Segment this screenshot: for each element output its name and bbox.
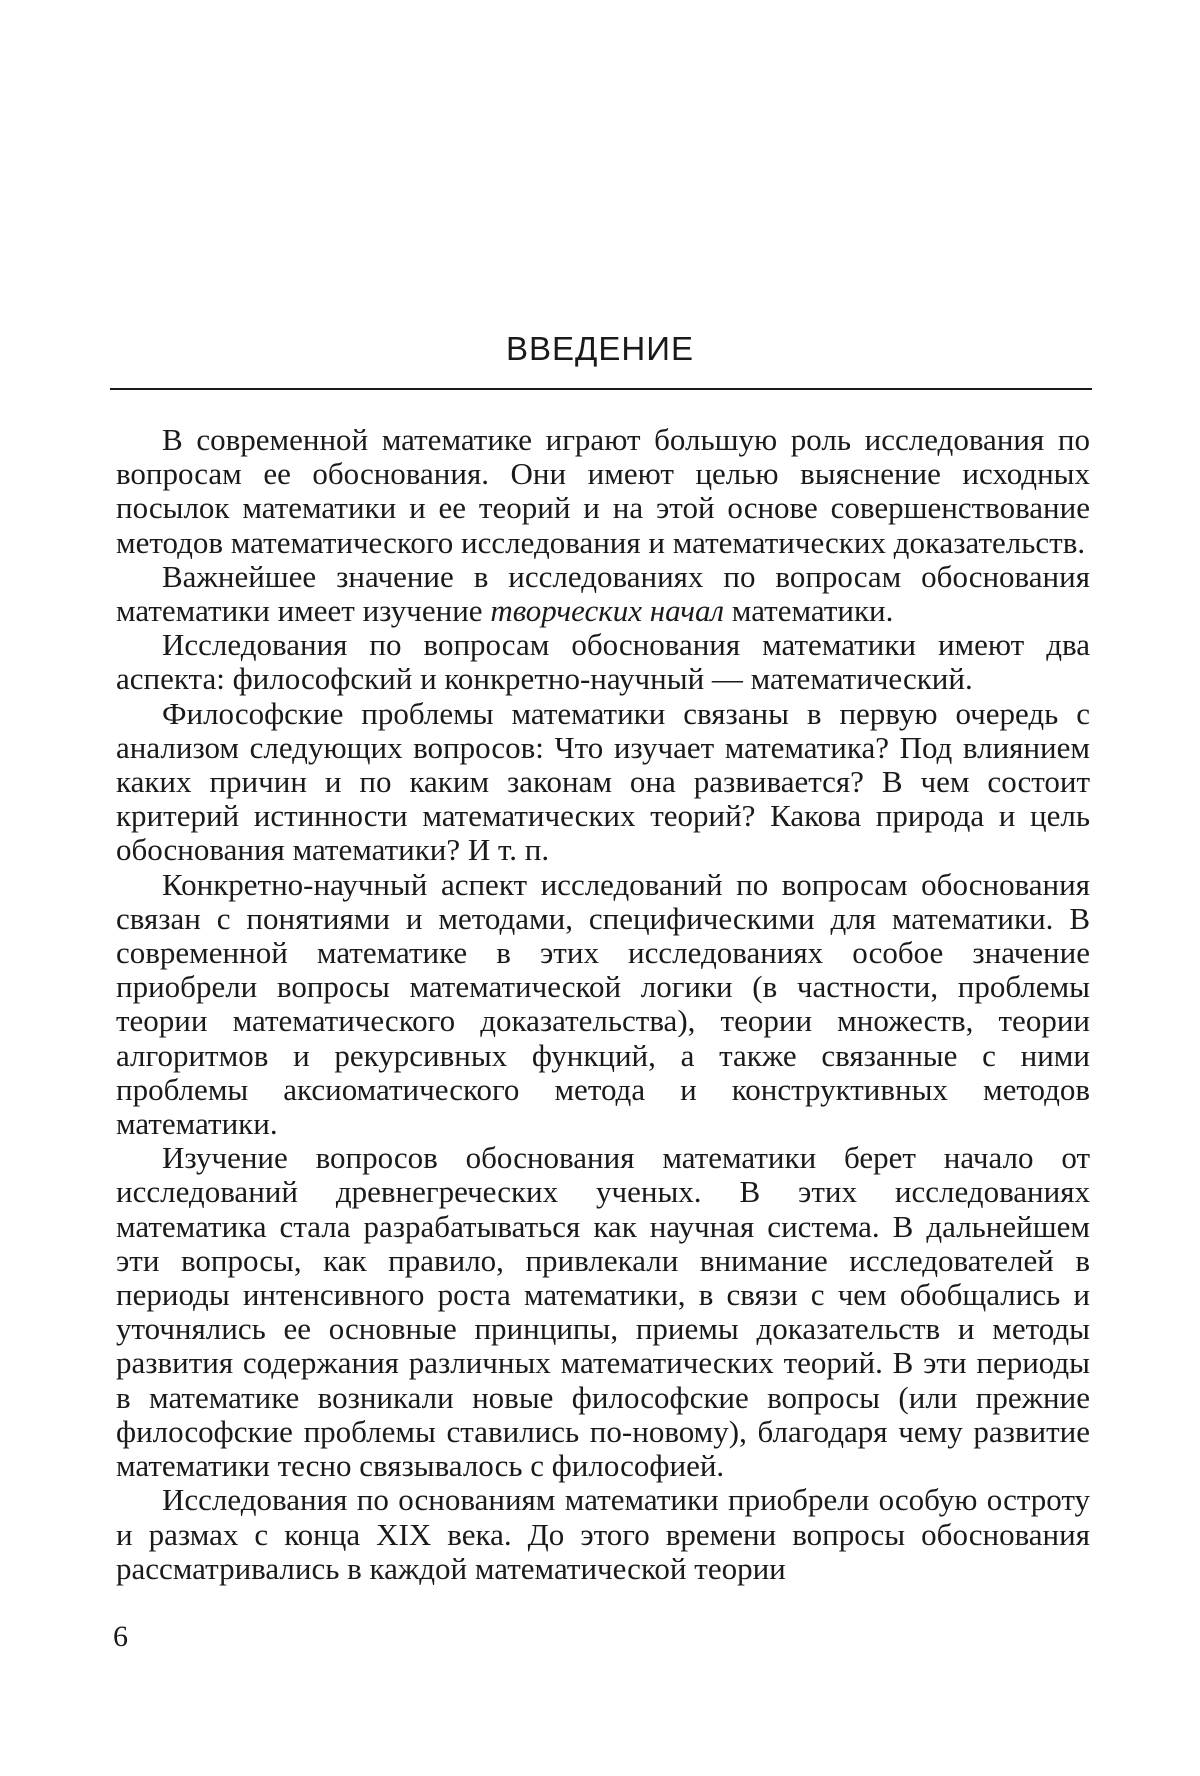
paragraph-7: Исследования по основаниям математики приобрели особую остроту и размах с конца XIX века. До этого времени вопросы обоснования рассматривались в каждой математической теории (116, 1482, 1090, 1586)
paragraph-3: Исследования по вопросам обоснования математики имеют два аспекта: философский и конкретно-научный — математический. (116, 627, 1090, 697)
paragraph-4: Философские проблемы математики связаны в первую очередь с анализом следующих вопросов: Что изучает математика? Под влиянием каких причин и по каким законам она развивается? В чем состоит критерий истинности математических теорий? Какова природа и цель обоснования математики? И т. п. (116, 695, 1090, 868)
paragraph-1: В современной математике играют большую роль исследования по вопросам ее обоснования. Они имеют целью выяснение исходных посылок математики и ее теорий и на этой основе совершенствование методов математического исследования и математических доказательств. (116, 422, 1090, 560)
chapter-heading: ВВЕДЕНИЕ (506, 330, 694, 367)
heading-rule (110, 388, 1092, 390)
paragraph-2: Важнейшее значение в исследованиях по вопросам обоснования математики имеет изучение творческих начал математики. (116, 558, 1090, 629)
paragraph-6: Изучение вопросов обоснования математики берет начало от исследований древнегреческих ученых. В этих исследованиях математика стала разрабатываться как научная система. В дальнейшем эти вопросы, как правило, привлекали внимание исследователей в периоды интенсивного роста математики, в связи с чем обобщались и уточнялись ее основные принципы, приемы доказательств и методы развития содержания различных математических теорий. В эти периоды в математике возникали новые философские вопросы (или прежние философские проблемы ставились по-новому), благодаря чему развитие математики тесно связывалось с философией. (116, 1140, 1090, 1484)
paragraph-5: Конкретно-научный аспект исследований по вопросам обоснования связан с понятиями и методами, специфическими для математики. В современной математике в этих исследованиях особое значение приобрели вопросы математической логики (в частности, проблемы теории математического доказательства), теории множеств, теории алгоритмов и рекурсивных функций, а также связанные с ними проблемы аксиоматического метода и конструктивных методов математики. (116, 866, 1090, 1142)
page-number: 6 (113, 1620, 128, 1653)
italic-emphasis: творческих начал (490, 593, 725, 629)
body-text (116, 423, 1090, 1586)
